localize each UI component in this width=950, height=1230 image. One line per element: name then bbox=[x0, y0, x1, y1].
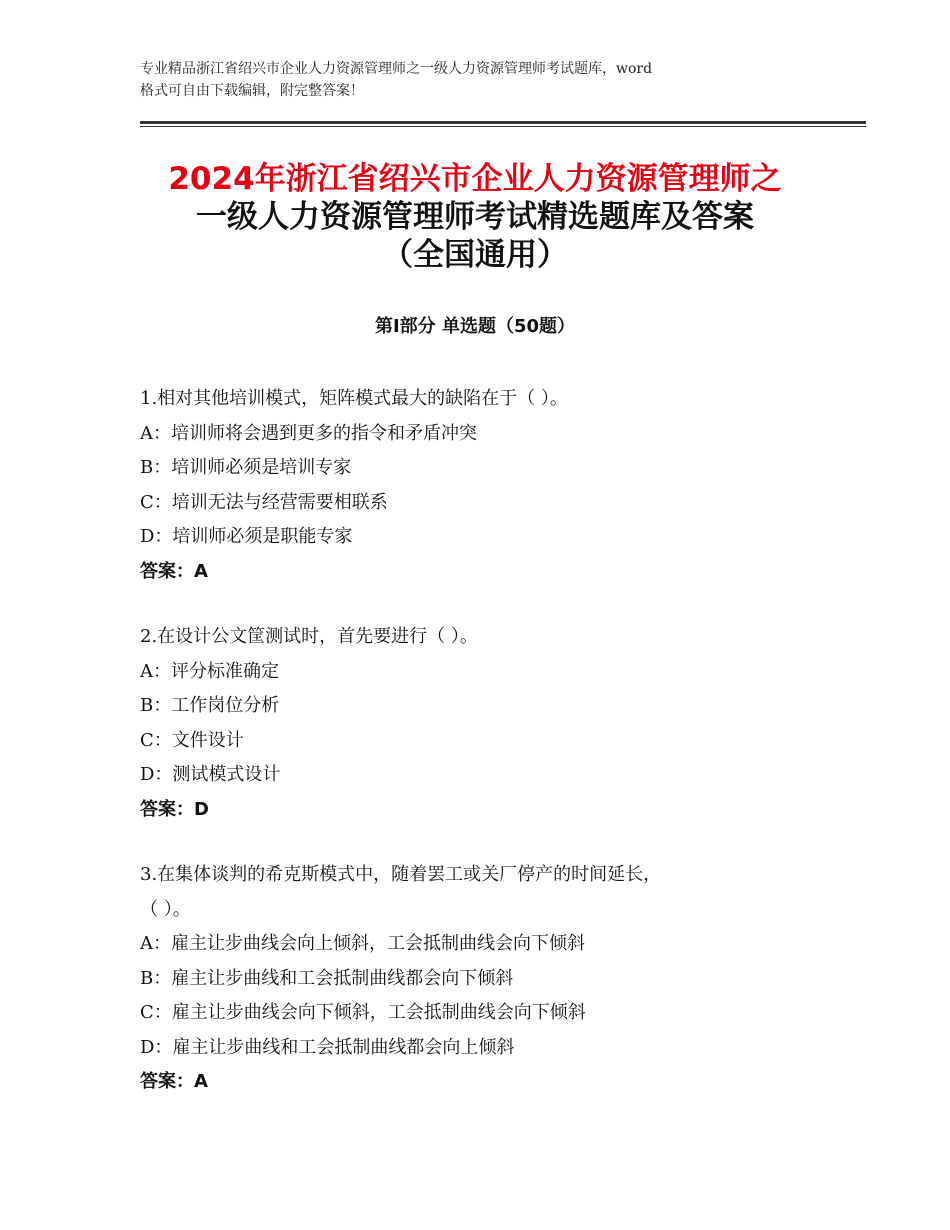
header-note-line-1: 专业精品浙江省绍兴市企业人力资源管理师之一级人力资源管理师考试题库，word bbox=[140, 61, 653, 77]
option-a: A：评分标准确定 bbox=[140, 660, 279, 682]
section-title: 第Ⅰ部分 单选题（50题） bbox=[374, 316, 575, 337]
option-c: C：培训无法与经营需要相联系 bbox=[140, 491, 388, 513]
question-1 bbox=[140, 382, 840, 589]
option-a: A：培训师将会遇到更多的指令和矛盾冲突 bbox=[140, 422, 477, 444]
title-line-3: （全国通用） bbox=[382, 237, 568, 273]
question-3 bbox=[140, 858, 840, 1100]
header-divider-thick bbox=[140, 121, 866, 124]
option-b: B：培训师必须是培训专家 bbox=[140, 457, 352, 478]
header-note bbox=[140, 58, 830, 102]
document-title bbox=[120, 160, 830, 274]
title-line-1: 2024年浙江省绍兴市企业人力资源管理师之 bbox=[168, 161, 782, 197]
answer: 答案：A bbox=[140, 1071, 208, 1092]
title-line-2: 一级人力资源管理师考试精选题库及答案 bbox=[196, 199, 754, 235]
question-2 bbox=[140, 620, 840, 827]
header-divider-thin bbox=[140, 126, 866, 127]
question-stem: 1.相对其他培训模式，矩阵模式最大的缺陷在于（ ）。 bbox=[140, 388, 568, 409]
question-stem: 2.在设计公文筐测试时，首先要进行（ ）。 bbox=[140, 626, 478, 647]
option-d: D：雇主让步曲线和工会抵制曲线都会向上倾斜 bbox=[140, 1036, 515, 1058]
option-c: C：雇主让步曲线会向下倾斜，工会抵制曲线会向下倾斜 bbox=[140, 1002, 586, 1023]
option-b: B：工作岗位分析 bbox=[140, 695, 280, 716]
question-stem-continued: （ ）。 bbox=[140, 898, 191, 920]
question-stem: 3.在集体谈判的希克斯模式中，随着罢工或关厂停产的时间延长， bbox=[140, 864, 662, 885]
option-d: D：培训师必须是职能专家 bbox=[140, 526, 353, 547]
option-d: D：测试模式设计 bbox=[140, 764, 281, 785]
answer: 答案：A bbox=[140, 560, 208, 582]
answer: 答案：D bbox=[140, 798, 209, 820]
option-b: B：雇主让步曲线和工会抵制曲线都会向下倾斜 bbox=[140, 967, 514, 989]
question-list bbox=[140, 382, 840, 1131]
option-c: C：文件设计 bbox=[140, 729, 244, 751]
option-a: A：雇主让步曲线会向上倾斜，工会抵制曲线会向下倾斜 bbox=[140, 933, 585, 954]
header-note-line-2: 格式可自由下载编辑，附完整答案！ bbox=[140, 83, 364, 99]
